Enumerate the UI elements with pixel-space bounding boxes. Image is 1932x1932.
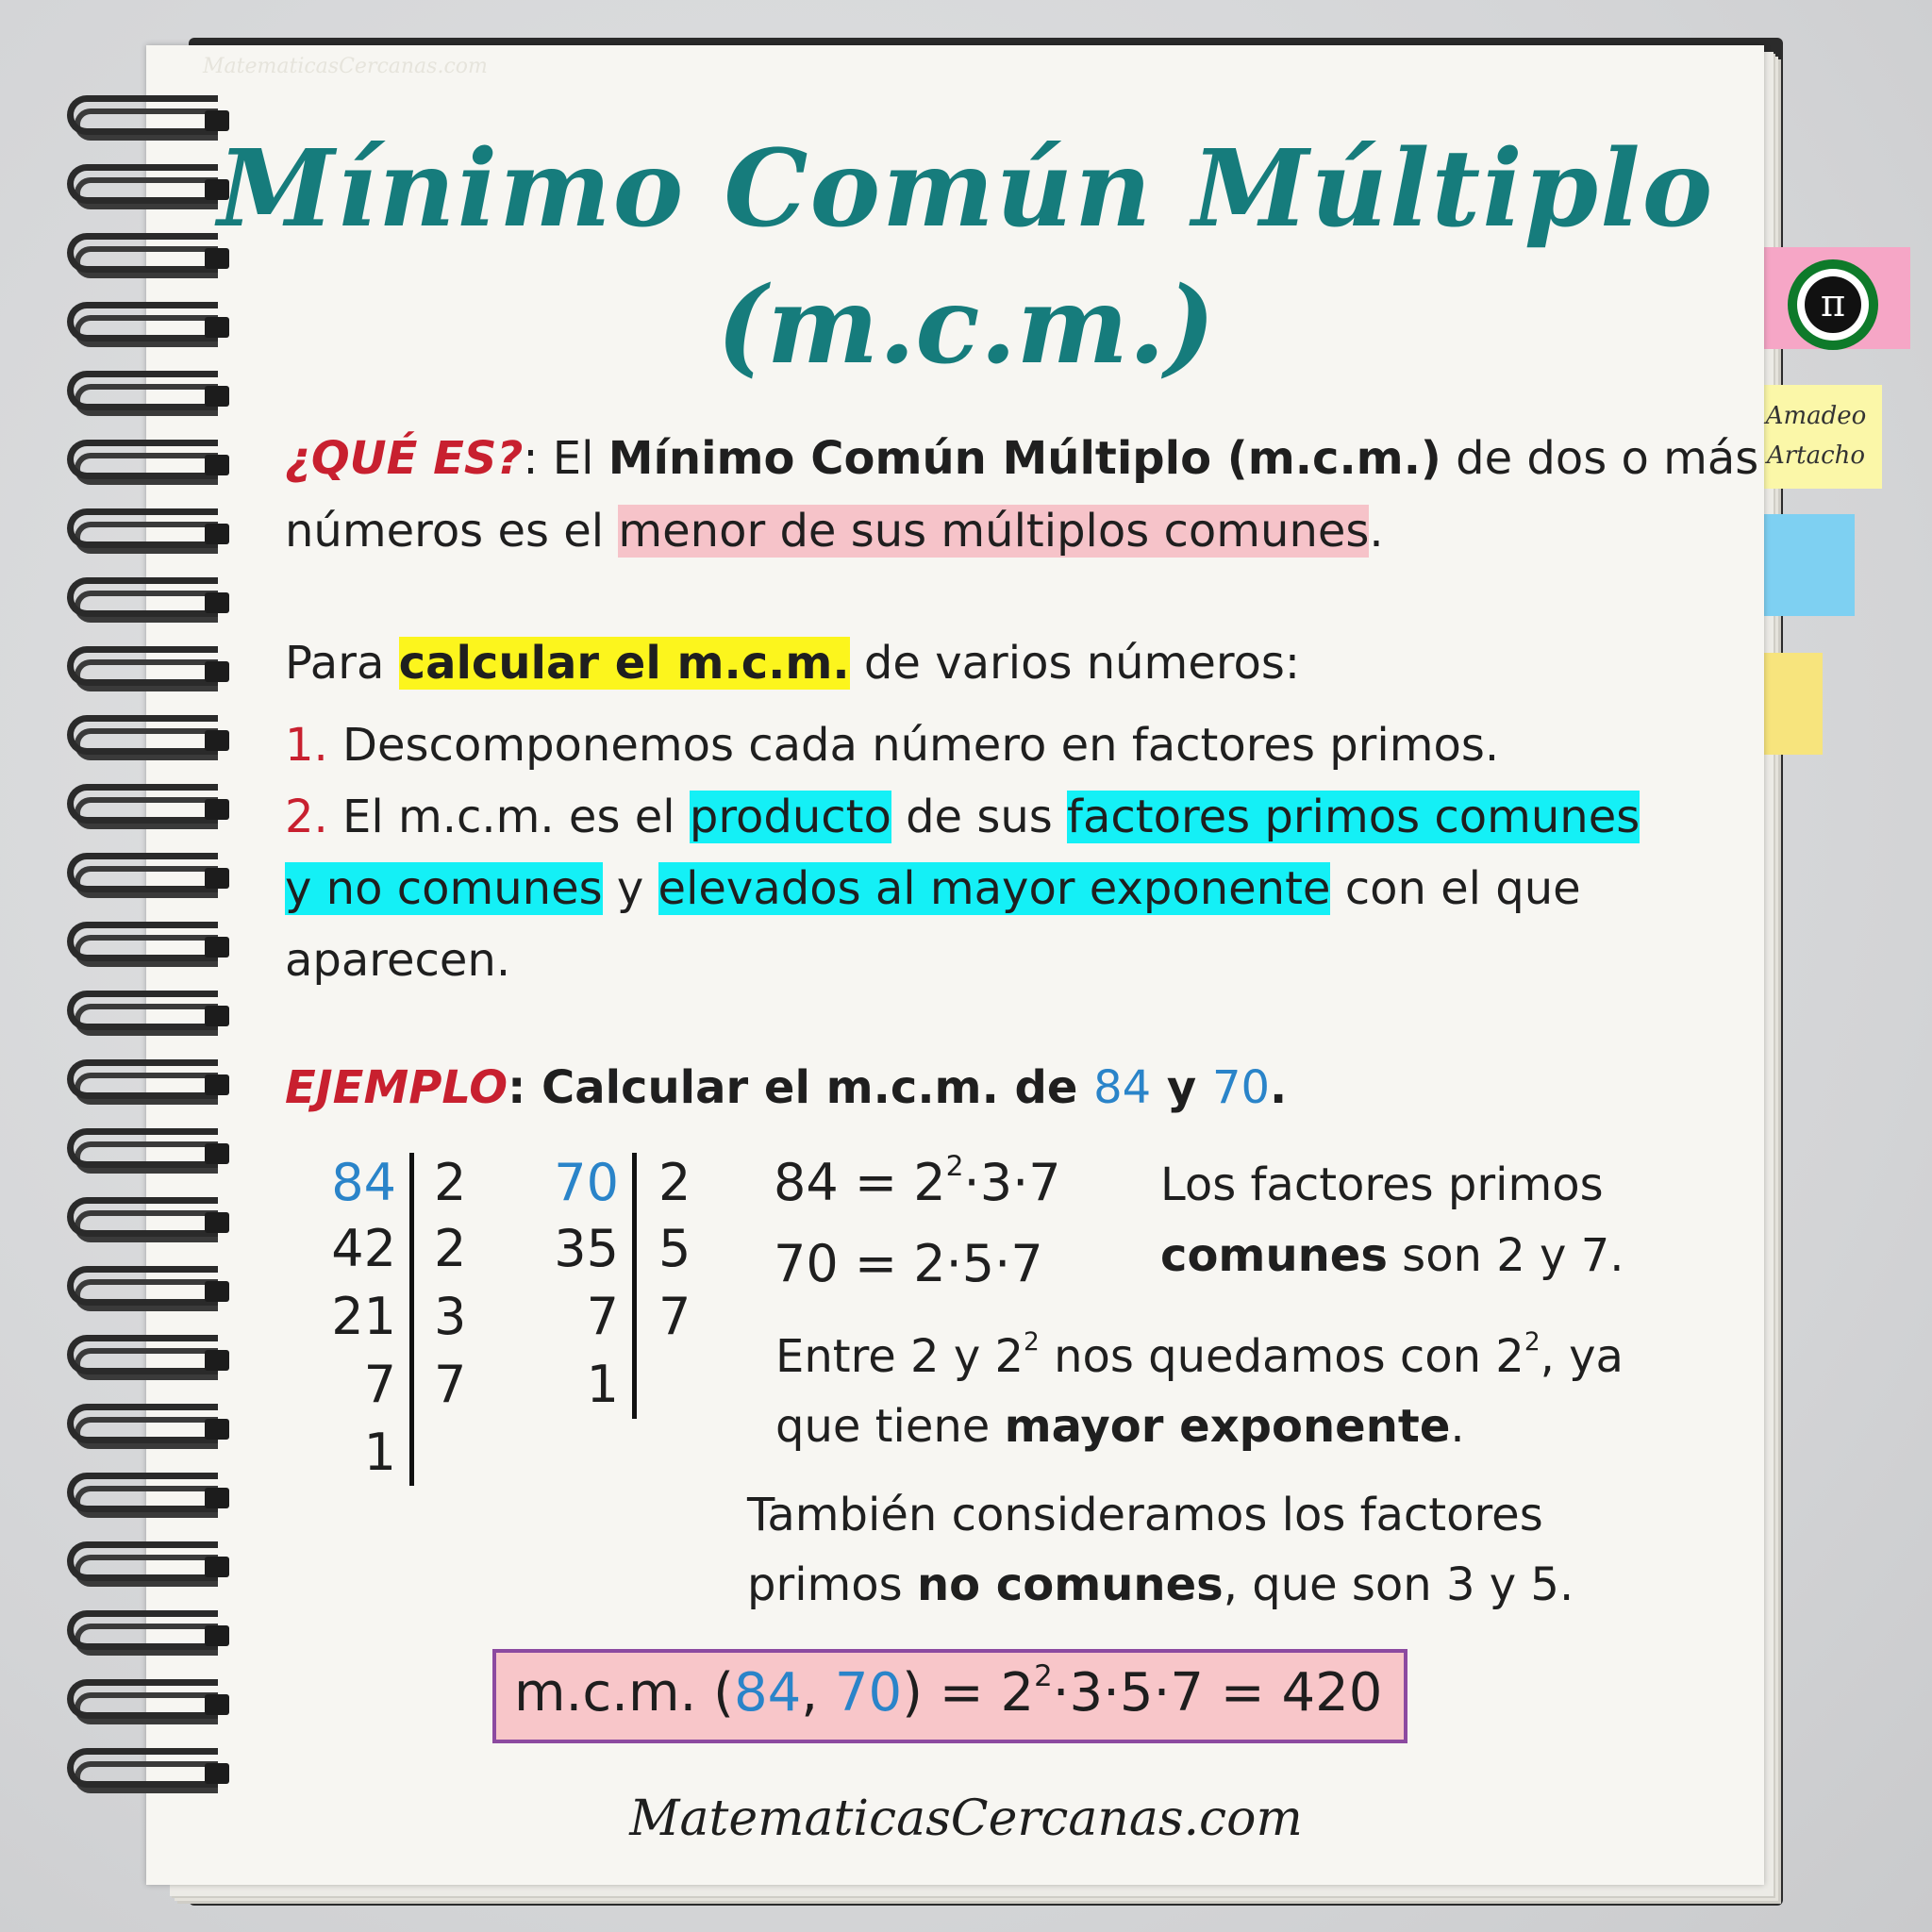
spiral-ring	[61, 985, 231, 1045]
dividend-84: 84	[331, 1153, 396, 1212]
divisor: 2	[434, 1153, 467, 1212]
dividend-row: 1	[586, 1355, 619, 1414]
yellow-tab	[1757, 653, 1823, 755]
dividend-row: 21	[331, 1287, 396, 1346]
dividend-row: 35	[554, 1219, 619, 1278]
watermark: MatematicasCercanas.com	[203, 55, 488, 78]
divisor: 5	[658, 1219, 691, 1278]
spiral-ring	[61, 572, 231, 632]
spiral-ring	[61, 1054, 231, 1114]
method-step-2-cont: y no comunes y elevados al mayor exponente con el que	[285, 862, 1581, 915]
spiral-ring	[61, 709, 231, 770]
definition-line-2: números es el menor de sus múltiplos comunes.	[285, 505, 1384, 558]
spiral-ring	[61, 503, 231, 563]
spiral-ring	[61, 1398, 231, 1458]
blue-tab	[1757, 514, 1855, 616]
result-formula: m.c.m. (84, $70) = 2^2\cdot 3\cdot 5\cdot 7 = 420$	[514, 1658, 1383, 1724]
spiral-ring	[61, 1605, 231, 1665]
dividend-row: 1	[363, 1423, 396, 1482]
note-common-2: comunes son 2 y 7.	[1160, 1229, 1624, 1282]
spiral-ring	[61, 434, 231, 494]
highlight-menor: menor de sus múltiplos comunes	[618, 505, 1370, 558]
definition-line-1: ¿QUÉ ES?: El Mínimo Común Múltiplo (m.c.m.) de dos o más	[285, 432, 1759, 485]
spiral-ring	[61, 916, 231, 976]
divisor: 3	[434, 1287, 467, 1346]
note-entre-1: Entre 2 y $2^2$ nos quedamos con $2^2$, ya	[775, 1327, 1624, 1383]
divisor: 7	[434, 1355, 467, 1414]
pi-logo-icon: π	[1788, 259, 1878, 350]
spiral-ring	[61, 1191, 231, 1252]
divisor: 7	[658, 1287, 691, 1346]
note-tambien-1: También consideramos los factores	[747, 1489, 1543, 1541]
dividend-70: 70	[554, 1153, 619, 1212]
spiral-ring	[61, 1260, 231, 1321]
method-intro: Para calcular el m.c.m. de varios números:	[285, 637, 1301, 690]
factorization-70: 70 = 2·5·7	[774, 1234, 1043, 1293]
dividend-row: 7	[363, 1355, 396, 1414]
spiral-ring	[61, 641, 231, 701]
page-title: Mínimo Común Múltiplo	[217, 127, 1715, 251]
example-heading: EJEMPLO: Calcular el m.c.m. de 84 y 70.	[285, 1061, 1288, 1114]
footer-site: MatematicasCercanas.com	[629, 1790, 1303, 1847]
author-name: Amadeo Artacho	[1765, 402, 1867, 470]
spiral-ring	[61, 1123, 231, 1183]
spiral-ring	[61, 1674, 231, 1734]
note-tambien-2: primos no comunes, que son 3 y 5.	[747, 1558, 1574, 1611]
note-entre-2: que tiene mayor exponente.	[775, 1400, 1465, 1453]
method-step-2-end: aparecen.	[285, 934, 511, 987]
spiral-ring	[61, 778, 231, 839]
note-common-1: Los factores primos	[1160, 1158, 1604, 1211]
dividend-row: 42	[331, 1219, 396, 1278]
divisor: 2	[434, 1219, 467, 1278]
divisor: 2	[658, 1153, 691, 1212]
method-step-1: 1. Descomponemos cada número en factores primos.	[285, 719, 1500, 772]
factorization-84: $84 = 2^2\cdot 3\cdot 7$	[774, 1150, 1061, 1212]
spiral-ring	[61, 1329, 231, 1390]
division-line-84	[409, 1153, 414, 1486]
dividend-row: 7	[586, 1287, 619, 1346]
spiral-ring	[61, 1536, 231, 1596]
spiral-ring	[61, 1467, 231, 1527]
method-step-2: 2. El m.c.m. es el producto de sus factores primos comunes	[285, 791, 1641, 843]
spiral-ring	[61, 847, 231, 908]
page-subtitle: (m.c.m.)	[716, 264, 1216, 388]
division-line-70	[632, 1153, 637, 1419]
